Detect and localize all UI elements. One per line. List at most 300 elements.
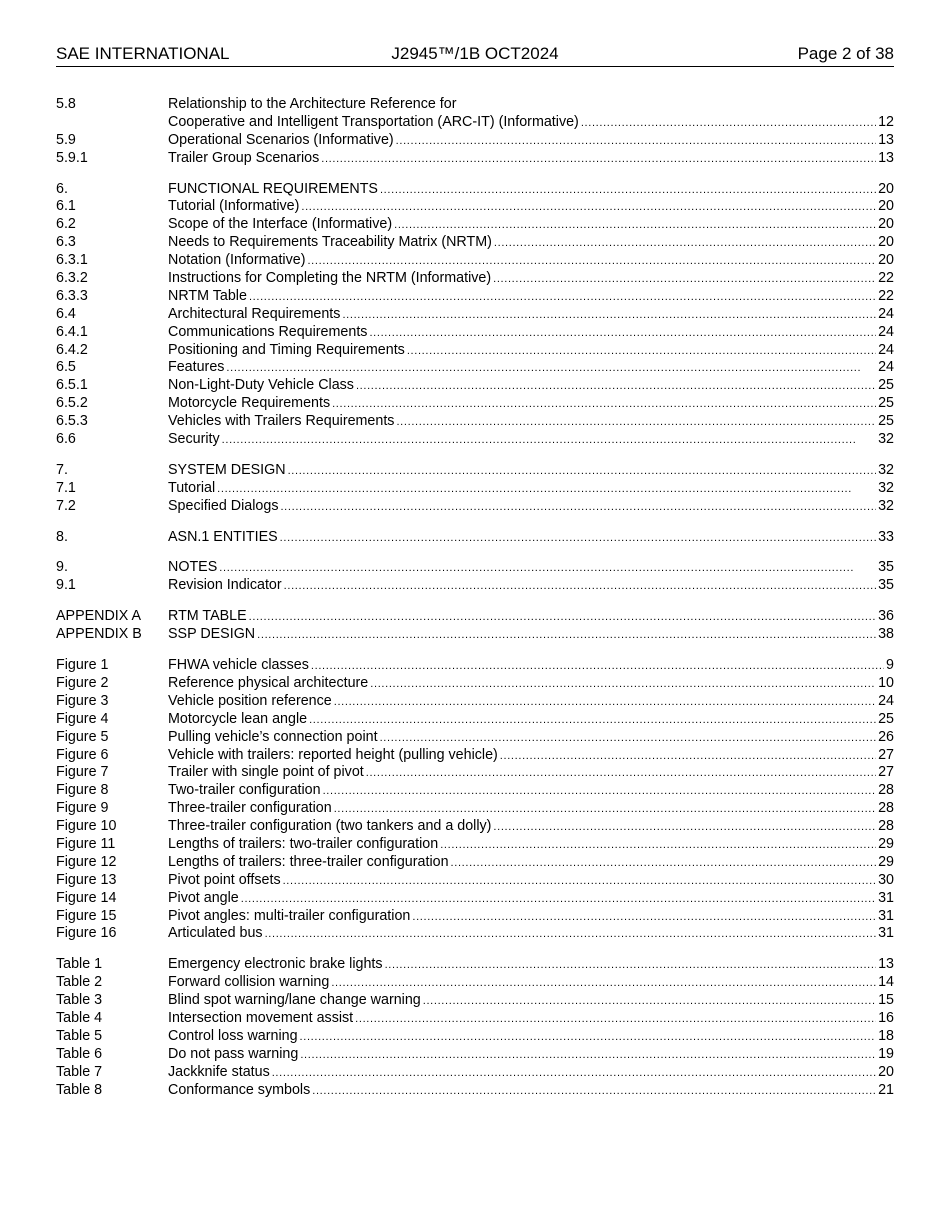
toc-entry-number: APPENDIX A	[56, 608, 142, 625]
toc-entry-page: 28	[878, 782, 894, 799]
toc-entry-page: 13	[878, 131, 894, 148]
toc-dot-leader	[222, 432, 876, 450]
toc-entry[interactable]	[56, 377, 894, 395]
toc-entry-line	[168, 270, 894, 289]
toc-entry[interactable]	[56, 1028, 894, 1046]
toc-entry-number: 7.	[56, 461, 68, 478]
toc-entry-title: Specified Dialogs	[168, 497, 279, 514]
toc-entry-number: APPENDIX B	[56, 626, 142, 643]
toc-entry-title: Architectural Requirements	[168, 305, 341, 322]
toc-entry[interactable]	[56, 198, 894, 216]
toc-entry-line	[168, 747, 894, 766]
toc-entry-line	[168, 675, 894, 694]
toc-dot-leader	[493, 819, 876, 837]
toc-entry[interactable]	[56, 854, 894, 872]
toc-entry-page: 32	[878, 497, 894, 514]
toc-entry-number: 6.3.2	[56, 270, 88, 287]
toc-entry-page: 25	[878, 377, 894, 394]
toc-entry[interactable]	[56, 626, 894, 644]
toc-entry-page: 12	[878, 113, 894, 130]
toc-entry-line	[168, 836, 894, 855]
toc-entry-title: Instructions for Completing the NRTM (Informative)	[168, 270, 492, 287]
toc-dot-leader	[385, 957, 877, 975]
toc-entry-title: Trailer with single point of pivot	[168, 764, 364, 781]
toc-entry-line	[168, 974, 894, 993]
toc-entry-number: Table 6	[56, 1045, 103, 1062]
toc-entry[interactable]	[56, 431, 894, 449]
toc-entry-title: Security	[168, 431, 220, 448]
toc-entry-line	[168, 234, 894, 253]
toc-entry-page: 30	[878, 871, 894, 888]
toc-dot-leader	[380, 182, 876, 200]
toc-entry-line	[168, 306, 894, 325]
toc-entry[interactable]	[56, 908, 894, 926]
toc-entry-page: 26	[878, 728, 894, 745]
toc-entry-number: 6.5.1	[56, 377, 88, 394]
toc-dot-leader	[366, 765, 876, 783]
toc-dot-leader	[312, 1083, 876, 1101]
toc-entry-title: Pulling vehicle’s connection point	[168, 728, 378, 745]
toc-dot-leader	[440, 837, 876, 855]
toc-entry-number: 6.3.3	[56, 287, 88, 304]
toc-entry-number: Figure 5	[56, 728, 109, 745]
toc-entry-title: Operational Scenarios (Informative)	[168, 131, 394, 148]
toc-entry-number: 9.1	[56, 577, 76, 594]
toc-entry-line	[168, 608, 894, 627]
toc-entry-number: Figure 16	[56, 925, 117, 942]
toc-entry[interactable]	[56, 608, 894, 626]
toc-dot-leader	[300, 1029, 877, 1047]
toc-entry-page: 29	[878, 835, 894, 852]
toc-entry-line	[168, 908, 894, 927]
toc-entry-number: Figure 11	[56, 835, 116, 852]
toc-entry-number: 6.3.1	[56, 252, 88, 269]
toc-entry-number: 8.	[56, 528, 68, 545]
toc-entry-number: Figure 2	[56, 674, 109, 691]
toc-dot-leader	[369, 325, 876, 343]
toc-entry-page: 20	[878, 216, 894, 233]
toc-entry-number: Table 1	[56, 956, 103, 973]
toc-group	[56, 529, 894, 547]
toc-entry-line	[168, 431, 894, 450]
toc-entry[interactable]	[56, 150, 894, 168]
toc-entry-line	[168, 413, 894, 432]
toc-entry[interactable]	[56, 1010, 894, 1028]
toc-entry-title: Lengths of trailers: three-trailer configuration	[168, 853, 449, 870]
toc-entry-line	[168, 729, 894, 748]
toc-entry-number: Table 3	[56, 992, 103, 1009]
toc-entry[interactable]	[56, 872, 894, 890]
toc-entry-title: Lengths of trailers: two-trailer configuration	[168, 835, 439, 852]
toc-entry-title: SSP DESIGN	[168, 626, 256, 643]
toc-entry-number: Figure 9	[56, 800, 109, 817]
toc-entry-line	[168, 925, 894, 944]
toc-dot-leader	[280, 530, 876, 548]
toc-entry[interactable]	[56, 992, 894, 1010]
toc-group	[56, 956, 894, 1099]
toc-entry[interactable]	[56, 324, 894, 342]
toc-dot-leader	[307, 253, 876, 271]
toc-dot-leader	[309, 712, 876, 730]
toc-entry-title: Conformance symbols	[168, 1081, 311, 1098]
toc-entry[interactable]	[56, 288, 894, 306]
toc-dot-leader	[241, 891, 876, 909]
toc-entry-number: 6.5	[56, 359, 76, 376]
toc-entry[interactable]	[56, 836, 894, 854]
toc-entry[interactable]	[56, 216, 894, 234]
toc-dot-leader	[217, 481, 876, 499]
toc-entry-line	[168, 992, 894, 1011]
toc-dot-leader	[396, 133, 876, 151]
toc-dot-leader	[423, 993, 876, 1011]
toc-group	[56, 181, 894, 449]
toc-entry-line	[168, 872, 894, 891]
toc-entry-number: 6.5.3	[56, 413, 88, 430]
toc-entry[interactable]	[56, 956, 894, 974]
toc-entry-number: 5.8	[56, 96, 76, 112]
toc-dot-leader	[272, 1065, 876, 1083]
toc-entry-number: 9.	[56, 559, 68, 576]
toc-group	[56, 559, 894, 595]
toc-entry-title: Pivot angle	[168, 889, 239, 906]
toc-entry-page: 19	[878, 1045, 894, 1062]
toc-entry-title: FHWA vehicle classes	[168, 657, 309, 674]
toc-entry-page: 14	[878, 974, 894, 991]
toc-entry-page: 29	[878, 853, 894, 870]
toc-entry[interactable]	[56, 498, 894, 516]
toc-entry-line	[168, 890, 894, 909]
toc-entry-line	[168, 529, 894, 548]
toc-entry-number: 6.1	[56, 198, 76, 215]
toc-entry-title: Jackknife status	[168, 1063, 270, 1080]
toc-entry-title: Positioning and Timing Requirements	[168, 341, 405, 358]
toc-entry-number: 5.9.1	[56, 149, 88, 166]
toc-dot-leader	[407, 343, 876, 361]
toc-entry-title: Tutorial	[168, 479, 216, 496]
toc-entry-number: Figure 7	[56, 764, 109, 781]
toc-entry-title: Vehicle position reference	[168, 692, 332, 709]
header-doc-id: J2945™/1B OCT2024	[391, 44, 559, 63]
toc-entry[interactable]	[56, 974, 894, 992]
toc-entry-title: Articulated bus	[168, 925, 263, 942]
toc-entry-page: 36	[878, 608, 894, 625]
toc-group	[56, 657, 894, 943]
toc-entry-title: FUNCTIONAL REQUIREMENTS	[168, 180, 378, 197]
toc-group	[56, 96, 894, 168]
toc-entry[interactable]	[56, 480, 894, 498]
toc-entry-line	[168, 626, 894, 645]
toc-entry[interactable]	[56, 890, 894, 908]
toc-entry-page: 20	[878, 180, 894, 197]
toc-entry[interactable]	[56, 1082, 894, 1100]
toc-entry-page: 32	[878, 479, 894, 496]
toc-entry-title: Vehicles with Trailers Requirements	[168, 413, 395, 430]
toc-entry-page: 38	[878, 626, 894, 643]
toc-entry-title: ASN.1 ENTITIES	[168, 528, 278, 545]
toc-dot-leader	[581, 115, 876, 133]
toc-entry-title: Scope of the Interface (Informative)	[168, 216, 393, 233]
toc-entry-line	[168, 800, 894, 819]
toc-entry-line	[168, 252, 894, 271]
toc-entry-page: 16	[878, 1009, 894, 1026]
toc-entry-title: Emergency electronic brake lights	[168, 956, 383, 973]
toc-entry-title: Vehicle with trailers: reported height (pulling vehicle)	[168, 746, 498, 763]
toc-entry-page: 28	[878, 800, 894, 817]
toc-entry-number: 7.2	[56, 497, 76, 514]
toc-entry-title: Features	[168, 359, 225, 376]
toc-entry-title: Needs to Requirements Traceability Matrix (NRTM)	[168, 234, 492, 251]
toc-dot-leader	[494, 235, 876, 253]
toc-dot-leader	[380, 730, 877, 748]
toc-entry-page: 15	[878, 992, 894, 1009]
toc-entry-line	[168, 782, 894, 801]
toc-entry[interactable]	[56, 800, 894, 818]
toc-entry-line	[168, 657, 894, 676]
toc-entry-page: 10	[878, 674, 894, 691]
toc-entry-page: 35	[878, 577, 894, 594]
toc-entry-number: Table 4	[56, 1009, 103, 1026]
toc-entry[interactable]	[56, 747, 894, 765]
header-org: SAE INTERNATIONAL	[56, 44, 230, 63]
toc-entry-number: 6.4.2	[56, 341, 88, 358]
toc-entry-line	[168, 342, 894, 361]
toc-entry[interactable]	[56, 1064, 894, 1082]
toc-entry-page: 31	[878, 889, 894, 906]
toc-entry-title: Tutorial (Informative)	[168, 198, 300, 215]
toc-entry[interactable]	[56, 359, 894, 377]
toc-entry-title: Pivot point offsets	[168, 871, 281, 888]
toc-entry[interactable]	[56, 693, 894, 711]
toc-entry-title: Motorcycle lean angle	[168, 710, 308, 727]
toc-entry-page: 24	[878, 323, 894, 340]
toc-entry-page: 20	[878, 198, 894, 215]
toc-entry-line	[168, 96, 894, 114]
toc-entry-line	[168, 1082, 894, 1101]
toc-entry-title: Revision Indicator	[168, 577, 282, 594]
toc-dot-leader	[493, 271, 876, 289]
toc-entry-page: 25	[878, 413, 894, 430]
toc-dot-leader	[334, 801, 876, 819]
toc-entry-number: 5.9	[56, 131, 76, 148]
toc-entry-line	[168, 359, 894, 378]
toc-entry-number: Figure 4	[56, 710, 109, 727]
toc-entry-number: 6.6	[56, 431, 76, 448]
page-header	[56, 44, 894, 67]
toc-dot-leader	[356, 378, 876, 396]
toc-dot-leader	[323, 783, 877, 801]
toc-entry-line	[168, 288, 894, 307]
toc-entry-line	[168, 764, 894, 783]
toc-entry-line	[168, 818, 894, 837]
toc-entry-title: Relationship to the Architecture Reference for	[168, 96, 457, 112]
toc-entry[interactable]	[56, 577, 894, 595]
toc-dot-leader	[288, 463, 877, 481]
toc-entry-number: 6.	[56, 180, 68, 197]
toc-dot-leader	[301, 199, 876, 217]
toc-entry-page: 32	[878, 461, 894, 478]
toc-entry-number: 6.3	[56, 234, 76, 251]
toc-entry-line	[168, 1064, 894, 1083]
toc-entry-title: Intersection movement assist	[168, 1009, 354, 1026]
toc-entry-number: Figure 13	[56, 871, 117, 888]
toc-dot-leader	[355, 1011, 876, 1029]
table-of-contents	[56, 96, 894, 1112]
toc-entry-title: Cooperative and Intelligent Transportation (ARC-IT) (Informative)	[168, 113, 579, 130]
toc-entry[interactable]	[56, 342, 894, 360]
toc-entry[interactable]	[56, 925, 894, 943]
toc-group	[56, 608, 894, 644]
toc-entry-number: 6.2	[56, 216, 76, 233]
toc-entry-page: 20	[878, 252, 894, 269]
toc-entry-page: 33	[878, 528, 894, 545]
toc-entry[interactable]	[56, 675, 894, 693]
toc-entry[interactable]	[56, 234, 894, 252]
toc-entry-page: 13	[878, 956, 894, 973]
toc-entry-page: 35	[878, 559, 894, 576]
toc-entry-title: Three-trailer configuration	[168, 800, 332, 817]
toc-entry[interactable]	[56, 782, 894, 800]
toc-entry[interactable]	[56, 306, 894, 324]
toc-entry-title: NOTES	[168, 559, 218, 576]
toc-entry-title: Trailer Group Scenarios	[168, 149, 320, 166]
toc-entry-title: Blind spot warning/lane change warning	[168, 992, 421, 1009]
toc-dot-leader	[226, 360, 876, 378]
toc-dot-leader	[219, 560, 876, 578]
toc-entry-title: Control loss warning	[168, 1027, 298, 1044]
toc-entry-page: 13	[878, 149, 894, 166]
toc-entry-page: 24	[878, 341, 894, 358]
toc-entry-line	[168, 1046, 894, 1065]
toc-entry-title: NRTM Table	[168, 287, 247, 304]
toc-entry-number: 6.4.1	[56, 323, 88, 340]
toc-entry-line	[168, 132, 894, 151]
toc-entry[interactable]	[56, 657, 894, 675]
toc-entry[interactable]	[56, 764, 894, 782]
toc-entry-title: Non-Light-Duty Vehicle Class	[168, 377, 354, 394]
toc-entry-line	[168, 480, 894, 499]
toc-dot-leader	[280, 499, 876, 517]
toc-entry-number: Table 5	[56, 1027, 103, 1044]
toc-entry[interactable]	[56, 395, 894, 413]
toc-entry-page: 20	[878, 1063, 894, 1080]
toc-entry-title: Motorcycle Requirements	[168, 395, 331, 412]
toc-entry-number: Figure 3	[56, 692, 109, 709]
toc-dot-leader	[284, 578, 876, 596]
toc-entry-line	[168, 711, 894, 730]
toc-dot-leader	[321, 151, 876, 169]
toc-entry-page: 28	[878, 818, 894, 835]
toc-dot-leader	[331, 975, 876, 993]
toc-entry-line	[168, 324, 894, 343]
toc-entry[interactable]	[56, 252, 894, 270]
toc-entry-title: Two-trailer configuration	[168, 782, 321, 799]
toc-entry[interactable]	[56, 559, 894, 577]
toc-dot-leader	[332, 396, 876, 414]
toc-entry[interactable]	[56, 181, 894, 199]
toc-entry-page: 9	[886, 657, 894, 674]
toc-entry-number: Figure 12	[56, 853, 117, 870]
toc-entry-number: Table 2	[56, 974, 103, 991]
toc-entry[interactable]	[56, 818, 894, 836]
toc-dot-leader	[265, 926, 877, 944]
toc-entry-number: Figure 1	[56, 657, 109, 674]
toc-entry[interactable]	[56, 529, 894, 547]
toc-entry-line	[168, 577, 894, 596]
toc-entry-number: Figure 14	[56, 889, 117, 906]
toc-dot-leader	[257, 627, 876, 645]
toc-entry-title: RTM TABLE	[168, 608, 247, 625]
toc-entry-number: Table 8	[56, 1081, 103, 1098]
toc-entry-line	[168, 181, 894, 200]
toc-entry-page: 31	[878, 925, 894, 942]
toc-entry-page: 20	[878, 234, 894, 251]
toc-entry-number: Table 7	[56, 1063, 103, 1080]
toc-entry-line	[168, 216, 894, 235]
toc-entry[interactable]	[56, 114, 894, 132]
toc-dot-leader	[500, 748, 876, 766]
toc-dot-leader	[342, 307, 876, 325]
toc-entry-page: 18	[878, 1027, 894, 1044]
toc-dot-leader	[249, 289, 876, 307]
toc-entry-number: Figure 6	[56, 746, 109, 763]
toc-entry-page: 22	[878, 270, 894, 287]
toc-entry-line	[168, 377, 894, 396]
toc-entry-line	[168, 150, 894, 169]
toc-entry[interactable]	[56, 132, 894, 150]
toc-entry[interactable]	[56, 413, 894, 431]
toc-entry[interactable]	[56, 711, 894, 729]
toc-dot-leader	[394, 217, 876, 235]
toc-entry-line	[168, 114, 894, 133]
toc-dot-leader	[396, 414, 876, 432]
toc-entry-page: 24	[878, 359, 894, 376]
toc-entry[interactable]	[56, 1046, 894, 1064]
toc-entry[interactable]	[56, 96, 894, 114]
toc-entry-page: 27	[878, 746, 894, 763]
toc-dot-leader	[451, 855, 877, 873]
toc-entry-line	[168, 1028, 894, 1047]
toc-entry-line	[168, 693, 894, 712]
toc-entry-number: Figure 15	[56, 907, 117, 924]
toc-entry-page: 25	[878, 395, 894, 412]
toc-entry-line	[168, 559, 894, 578]
toc-entry-page: 24	[878, 305, 894, 322]
toc-entry-line	[168, 395, 894, 414]
toc-entry-title: Three-trailer configuration (two tankers and a dolly)	[168, 818, 492, 835]
toc-entry[interactable]	[56, 270, 894, 288]
toc-entry-line	[168, 1010, 894, 1029]
toc-entry-page: 25	[878, 710, 894, 727]
toc-entry-title: Notation (Informative)	[168, 252, 306, 269]
toc-entry-page: 27	[878, 764, 894, 781]
toc-entry-line	[168, 462, 894, 481]
toc-dot-leader	[249, 609, 876, 627]
toc-entry-title: Communications Requirements	[168, 323, 368, 340]
toc-entry-title: Reference physical architecture	[168, 674, 369, 691]
toc-entry-number: 6.4	[56, 305, 76, 322]
toc-entry[interactable]	[56, 729, 894, 747]
toc-entry-number: Figure 8	[56, 782, 109, 799]
toc-entry-page: 21	[878, 1081, 894, 1098]
toc-entry-line	[168, 198, 894, 217]
toc-entry-page: 32	[878, 431, 894, 448]
toc-entry-title: Do not pass warning	[168, 1045, 299, 1062]
toc-entry-page: 24	[878, 692, 894, 709]
header-page-number: Page 2 of 38	[797, 44, 894, 63]
toc-entry[interactable]	[56, 462, 894, 480]
toc-dot-leader	[283, 873, 877, 891]
toc-entry-number: 6.5.2	[56, 395, 88, 412]
